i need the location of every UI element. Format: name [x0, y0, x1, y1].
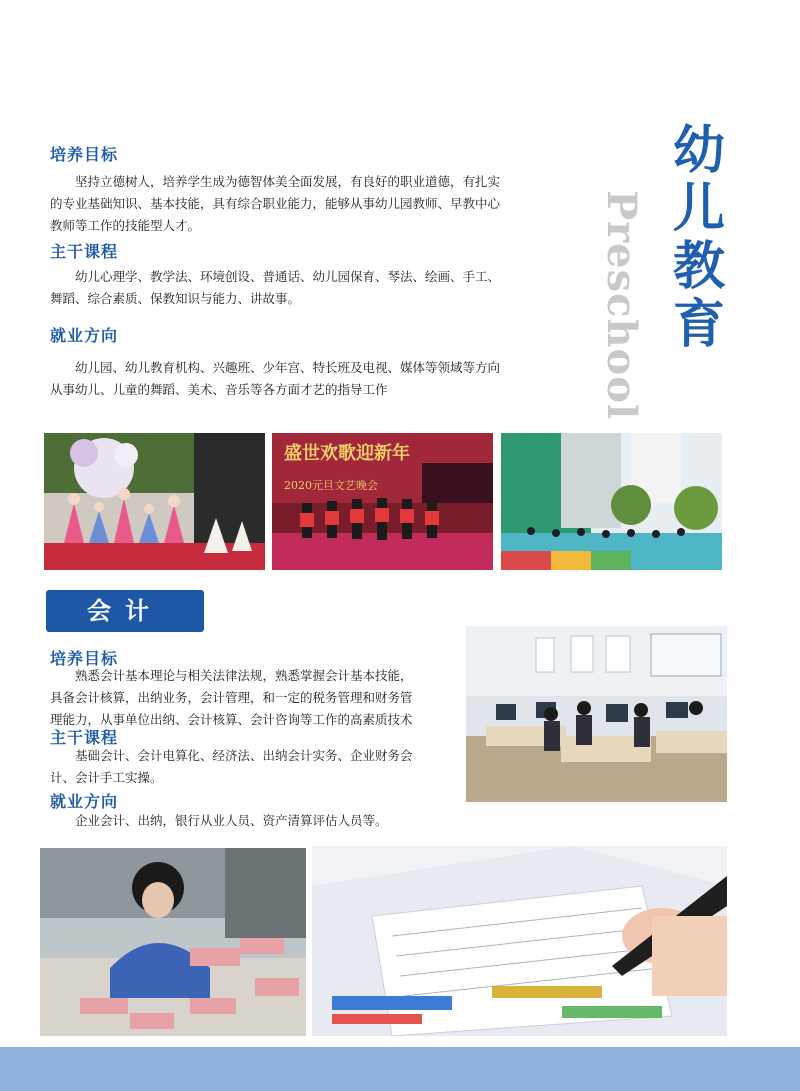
accounting-career-heading: 就业方向 — [50, 792, 119, 811]
preschool-goal-text — [50, 171, 540, 237]
accounting-badge: 会计 — [46, 590, 204, 632]
footer-band — [0, 1047, 800, 1091]
accounting-documents-photo — [312, 846, 727, 1036]
money-counting-photo — [40, 848, 306, 1036]
accounting-course-text — [50, 745, 470, 789]
crafts-dolls-photo — [44, 433, 265, 570]
preschool-career-line: 从事幼儿、儿童的舞蹈、美术、音乐等各方面才艺的指导工作 — [50, 382, 388, 397]
accounting-course-heading: 主干课程 — [50, 728, 119, 747]
preschool-course-text — [50, 266, 540, 310]
stage-banner: 盛世欢歌迎新年 — [284, 443, 410, 464]
stage-dance-photo — [272, 433, 493, 570]
preschool-career-text — [50, 357, 540, 401]
preschool-course-line: 舞蹈、综合素质、保教知识与能力、讲故事。 — [50, 291, 301, 306]
preschool-title: 幼儿教育 — [672, 121, 725, 355]
accounting-course-line: 基础会计、会计电算化、经济法、出纳会计实务、企业财务会 — [75, 748, 413, 763]
preschool-english-watermark: Preschool — [598, 190, 645, 421]
accounting-goal-line: 熟悉会计基本理论与相关法律法规，熟悉掌握会计基本技能， — [75, 668, 413, 683]
preschool-goal-line: 的专业基础知识、基本技能，具有综合职业能力，能够从事幼儿园教师、早教中心 — [50, 196, 501, 211]
accounting-goal-line: 理能力，从事单位出纳、会计核算、会计咨询等工作的高素质技术 — [50, 712, 413, 727]
preschool-course-line: 幼儿心理学、教学法、环境创设、普通话、幼儿园保育、琴法、绘画、手工、 — [75, 269, 501, 284]
preschool-course-heading: 主干课程 — [50, 242, 119, 261]
campus-playground-photo — [501, 433, 722, 570]
preschool-career-heading: 就业方向 — [50, 326, 119, 345]
computer-lab-photo — [466, 626, 727, 802]
preschool-goal-heading: 培养目标 — [50, 145, 119, 164]
accounting-career-line: 企业会计、出纳，银行从业人员、资产清算评估人员等。 — [75, 813, 388, 828]
accounting-course-line: 计、会计手工实操。 — [50, 770, 163, 785]
accounting-goal-text — [50, 665, 470, 731]
preschool-goal-line: 坚持立德树人，培养学生成为德智体美全面发展，有良好的职业道德，有扎实 — [75, 174, 501, 189]
preschool-career-line: 幼儿园、幼儿教育机构、兴趣班、少年宫、特长班及电视、媒体等领域等方向 — [75, 360, 501, 375]
accounting-career-text — [50, 810, 470, 832]
stage-year-text: 2020元旦文艺晚会 — [284, 479, 378, 492]
accounting-goal-heading: 培养目标 — [50, 649, 119, 668]
accounting-goal-line: 具备会计核算，出纳业务，会计管理，和一定的税务管理和财务管 — [50, 690, 413, 705]
preschool-goal-line: 教师等工作的技能型人才。 — [50, 218, 201, 233]
